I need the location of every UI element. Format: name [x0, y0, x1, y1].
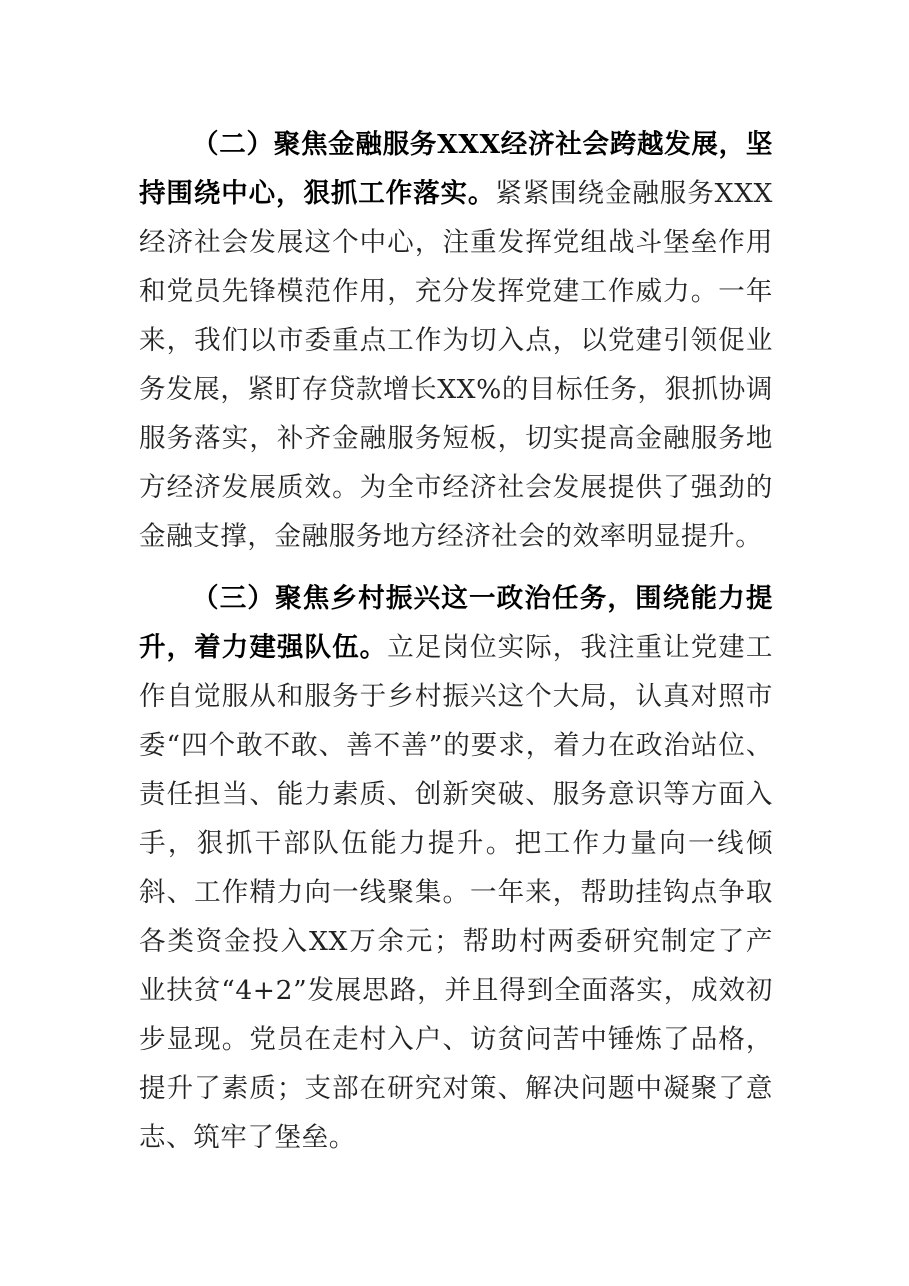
- section-three-heading: （三）聚焦乡村振兴这一政治任务，围绕能力提升，着力建强队伍。: [139, 583, 773, 663]
- section-two-heading: （二）聚焦金融服务XXX经济社会跨越发展，坚持围绕中心，狠抓工作落实。: [139, 129, 773, 209]
- paragraph-section-three: [139, 574, 773, 1162]
- section-two-body: 紧紧围绕金融服务XXX经济社会发展这个中心，注重发挥党组战斗堡垒作用和党员先锋模范作用，充分发挥党建工作威力。一年来，我们以市委重点工作为切入点，以党建引领促业务发展，紧盯存贷款增长XX%的目标任务，狠抓协调服务落实，补齐金融服务短板，切实提高金融服务地方经济发展质效。为全市经济社会发展提供了强劲的金融支撑，金融服务地方经济社会的效率明显提升。: [139, 178, 773, 552]
- document-page: [139, 120, 773, 1162]
- section-three-body: 立足岗位实际，我注重让党建工作自觉服从和服务于乡村振兴这个大局，认真对照市委“四个敢不敢、善不善”的要求，着力在政治站位、责任担当、能力素质、创新突破、服务意识等方面入手，狠抓干部队伍能力提升。把工作力量向一线倾斜、工作精力向一线聚集。一年来，帮助挂钩点争取各类资金投入XX万余元；帮助村两委研究制定了产业扶贫“4+2”发展思路，并且得到全面落实，成效初步显现。党员在走村入户、访贫问苦中锤炼了品格，提升了素质；支部在研究对策、解决问题中凝聚了意志、筑牢了堡垒。: [139, 632, 773, 1153]
- paragraph-section-two: [139, 120, 773, 561]
